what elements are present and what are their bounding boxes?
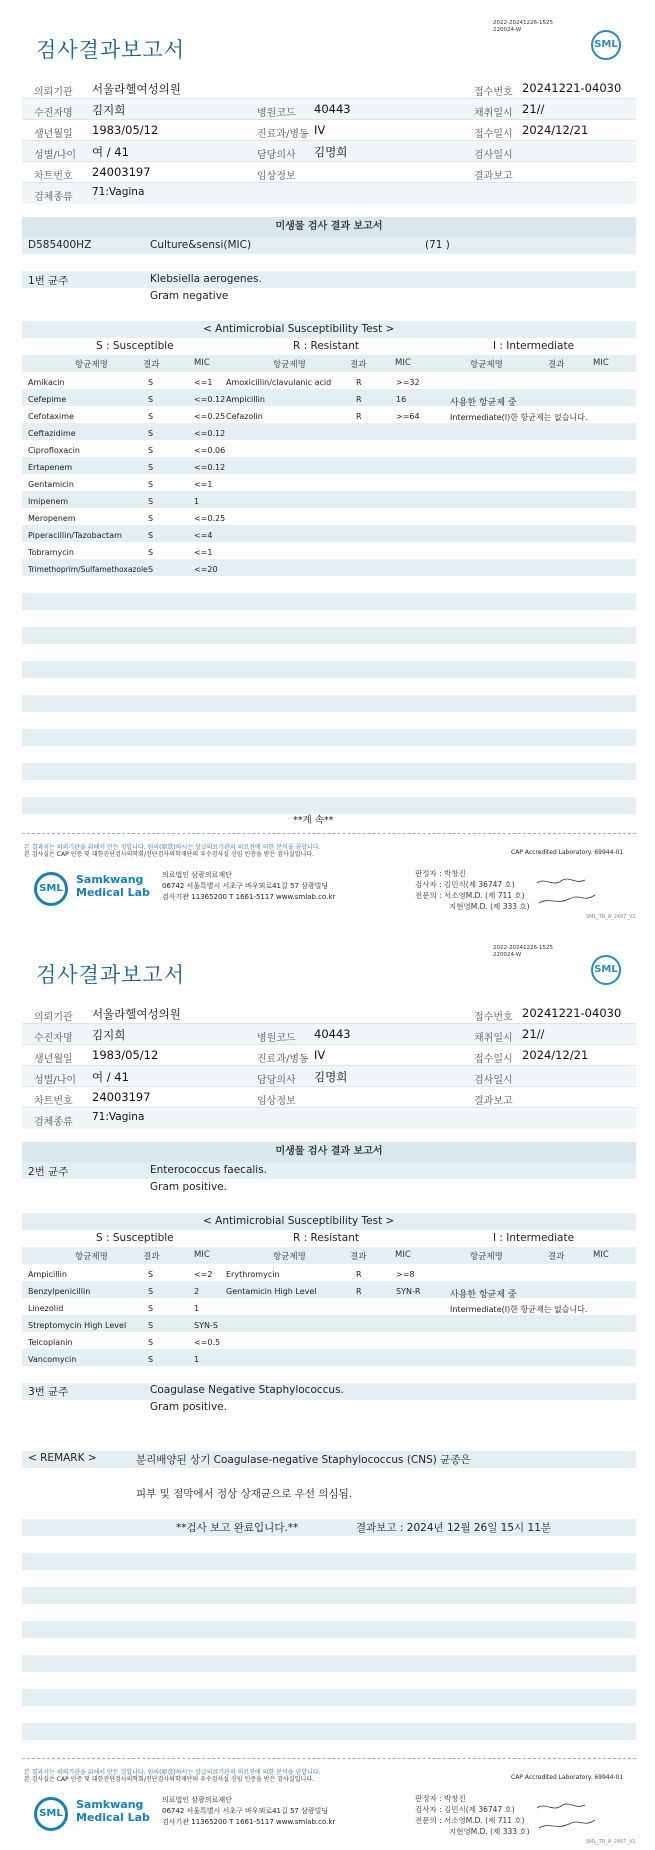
signatories: 판정자 : 박창진 검사자 : 김민식(제 36747 호) 전문의 : 서소영M.D. (제 711 호) 지현영M.D. (제 333 호) [415, 869, 530, 911]
specimen-type: 71:Vagina [92, 186, 145, 198]
remark-line-1: 분리배양된 상기 Coagulase-negative Staphylococcus (CNS) 균종은 [136, 1454, 471, 1466]
document-number: 2022-20241226-1525 220024-W [493, 20, 553, 33]
remark-line-2: 피부 및 점막에서 정상 상재균으로 우선 의심됨. [136, 1488, 353, 1500]
report-page-2: 검사결과보고서 2022-20241226-1525 220024-W SML 의뢰기관 서울라헬여성의원 접수번호 20241221-04030 수진자명 김지희 병원코드 40443 채취일시 21// 생년월일 1983/05/12 진료과/병동 IV 접수일시 2024/12/21 성별/나이 여 / 41 담당의사 김명희 검사일시 차트번호 24003197 임상정보 결과보고 검체종류 71:Vagina 미생물 검사 결과 보고서 2번 균주 Enterococcus faecalis. Gram positive. < Antimicrobial Susceptibility Test > S : Susceptible R : Resistant I : Intermediate 항균제명 결과 MIC 항균제명 결과 MIC 항균제명 결과 MIC Ampicillin S <=2 Benzylpenicillin S 2 Linezolid S 1 Streptomycin High Level S SYN-S Teicoplanin S <=0.5 Vancomycin S 1 Erythromycin R >=8 Gentamicin High Level R SYN-R 사용한 항균제 중 Intermediate(I)한 항균제는 없습니다. 3번 균주 Coagulase Negative Staphylococcus. Gram positive. < REMARK > 분리배양된 상기 Coagulase-negative Staphylococcus (CNS) 균종은 피부 및 점막에서 정상 상재균으로 우선 의심됨. **검사 보고 완료입니다.** 결과보고 : 2024년 12월 26일 15시 11분 본 결과지는 의뢰기관을 위해서 만든 것입니다. 원의(原意)하시는 상급의료기관의 의료진에 의한 분석을 권합니다. 본 검사실은 CAP 인증 및 대한진단검사의학회/진단검사의학재단의 우수검사실 신임 인증을 받은 검사실입니다. CAP Accredited Laboratory. 69944-01 SML Samkwang Medical Lab 의료법인 삼광의료재단 06742 서울특별시 서초구 바우뫼로41길 57 삼광빌딩 검사기관 11365200 T 1661-5117 www.smlab.co.kr 판정자 : 박창진 검사자 : 김민식(제 36747 호) 전문의 : 서소영M.D. (제 711 호) 지현영M.D. (제 333 호) SML_TR_A_2407_V1 [24, 945, 636, 1845]
sex-age: 여 / 41 [92, 145, 129, 159]
receipt-number: 20241221-04030 [522, 81, 622, 95]
test-code: (71 ) [425, 239, 450, 251]
department: IV [314, 123, 326, 137]
organism-name: Klebsiella aerogenes. [150, 273, 262, 285]
specimen-code: D585400HZ [28, 239, 92, 251]
header-row: 의뢰기관 서울라헬여성의원 접수번호 20241221-04030 [22, 78, 636, 99]
receive-date: 2024/12/21 [522, 123, 589, 137]
note-used-drugs: 사용한 항균제 중 [450, 398, 517, 408]
header-row: 차트번호 24003197 임상정보 결과보고 [22, 1087, 636, 1108]
header-row: 차트번호 24003197 임상정보 결과보고 [22, 162, 636, 183]
gram-stain: Gram positive. [150, 1181, 227, 1193]
signature-icon [535, 875, 605, 915]
section-title: 미생물 검사 결과 보고서 [22, 1142, 636, 1162]
header-row: 검체종류 71:Vagina [22, 183, 636, 204]
sml-logo-icon: SML [34, 872, 68, 906]
doctor-name: 김명희 [314, 145, 348, 159]
header-row: 생년월일 1983/05/12 진료과/병동 IV 접수일시 2024/12/21 [22, 1045, 636, 1066]
collect-date: 21// [522, 102, 545, 116]
birth-date: 1983/05/12 [92, 123, 159, 137]
gram-stain: Gram negative [150, 290, 229, 302]
ast-title: < Antimicrobial Susceptibility Test > [203, 323, 395, 335]
continued-mark: **계 속** [293, 815, 334, 826]
report-page-1: 검사결과보고서 2022-20241226-1525 220024-W SML 의뢰기관 서울라헬여성의원 접수번호 20241221-04030 수진자명 김지희 병원코드 40443 채취일시 21// 생년월일 1983/05/12 진료과/병동 IV 접수일시 2024/12/21 성별/나이 여 / 41 담당의사 김명희 검사일시 차트번호 24003197 임상정보 결과보고 검체종류 71:Vagina 미생물 검사 결과 보고서 D585400HZ Culture&sensi(MIC) (71 ) 1번 균주 Klebsiella aerogenes. Gram negative < Antimicrobial Susceptibility Test > S : Susceptible R : Resistant I : Intermediate 항균제명 결과 MIC 항균제명 결과 MIC 항균제명 결과 MIC Amikacin S <=1 Cefepime S <=0.12 Cefotaxime S <=0.25 Ceftazidime S <=0.12 Ciprofloxacin S <=0.06 Ertapenem S <=0.12 Gentamicin S <=1 Imipenem S 1 Meropenem S <=0.25 Piperacillin/Tazobactam S <=4 Tobramycin S <=1 Trimethoprim/Sulfamethoxazole S <=20 Amoxicillin/clavulanic acid R >=32 Ampicillin R 16 Cefazolin R >=64 사용한 항균제 중 Intermediate(I)한 항균제는 없습니다. **계 속** 본 결과지는 의뢰기관을 위해서 만든 것입니다. 원의(原意)하시는 상급의료기관의 의료진에 의한 분석을 권합니다. 본 검사실은 CAP 인증 및 대한진단검사의학회/진단검사의학재단의 우수검사실 신임 인증을 받은 검사실입니다. CAP Accredited Laboratory. 69944-01 SML Samkwang Medical Lab 의료법인 삼광의료재단 06742 서울특별시 서초구 바우뫼로41길 57 삼광빌딩 검사기관 11365200 T 1661-5117 www.smlab.co.kr 판정자 : 박창진 검사자 : 김민식(제 36747 호) 전문의 : 서소영M.D. (제 711 호) 지현영M.D. (제 333 호) SML_TR_A_2407_V1 [24, 20, 636, 920]
organism-name: Coagulase Negative Staphylococcus. [150, 1384, 344, 1396]
organism-label: 1번 균주 [28, 275, 69, 287]
legend-susceptible: S : Susceptible [96, 340, 174, 352]
patient-name: 김지희 [92, 103, 126, 117]
test-name: Culture&sensi(MIC) [150, 239, 252, 251]
organism-label: 3번 균주 [28, 1386, 69, 1398]
section-title: 미생물 검사 결과 보고서 [22, 217, 636, 237]
hospital-name: 서울라헬여성의원 [92, 82, 181, 96]
report-complete: **검사 보고 완료입니다.** [176, 1522, 299, 1534]
ast-title: < Antimicrobial Susceptibility Test > [203, 1215, 395, 1227]
legend-resistant: R : Resistant [293, 340, 359, 352]
page-title: 검사결과보고서 [36, 38, 186, 62]
hospital-code: 40443 [314, 102, 351, 116]
organism-name: Enterococcus faecalis. [150, 1164, 268, 1176]
organism-label: 2번 균주 [28, 1166, 69, 1178]
legend-intermediate: I : Intermediate [493, 340, 575, 352]
report-time: 결과보고 : 2024년 12월 26일 15시 11분 [356, 1522, 552, 1534]
signatories: 판정자 : 박창진 검사자 : 김민식(제 36747 호) 전문의 : 서소영M.D. (제 711 호) 지현영M.D. (제 333 호) [415, 1794, 530, 1836]
remark-label: < REMARK > [28, 1452, 97, 1464]
header-row: 의뢰기관 서울라헬여성의원 접수번호 20241221-04030 [22, 1003, 636, 1024]
sml-logo-icon: SML [34, 1797, 68, 1831]
header-row: 성별/나이 여 / 41 담당의사 김명희 검사일시 [22, 141, 636, 162]
signature-icon [535, 1800, 605, 1840]
gram-stain: Gram positive. [150, 1401, 227, 1413]
header-row: 수진자명 김지희 병원코드 40443 채취일시 21// [22, 1024, 636, 1045]
header-row: 검체종류 71:Vagina [22, 1108, 636, 1129]
note-no-intermediate: Intermediate(I)한 항균제는 없습니다. [450, 413, 588, 422]
header-row: 수진자명 김지희 병원코드 40443 채취일시 21// [22, 99, 636, 120]
sml-logo-icon: SML [591, 30, 621, 60]
chart-number: 24003197 [92, 165, 151, 179]
page-title: 검사결과보고서 [36, 963, 186, 987]
document-number: 2022-20241226-1525 220024-W [493, 945, 553, 958]
sml-logo-icon: SML [591, 955, 621, 985]
header-row: 생년월일 1983/05/12 진료과/병동 IV 접수일시 2024/12/21 [22, 120, 636, 141]
header-row: 성별/나이 여 / 41 담당의사 김명희 검사일시 [22, 1066, 636, 1087]
